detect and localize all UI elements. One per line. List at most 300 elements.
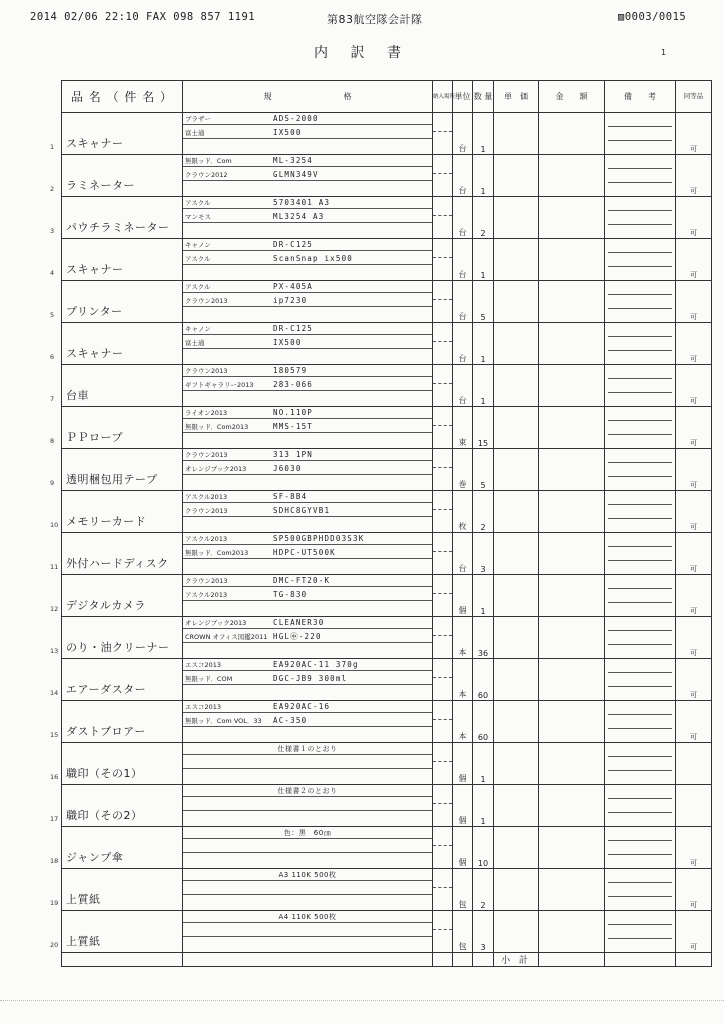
table-row [62,743,712,785]
item-approval: 可 [676,659,712,701]
item-price-cell [494,449,539,491]
header-delivery: 納入場所 [433,81,453,113]
header-qty: 数 量 [473,81,494,113]
item-amount-cell [539,449,605,491]
spec-maker: 富士通 [185,129,205,137]
item-number: 20 [50,941,59,949]
item-note-cell [605,911,676,953]
item-note-cell [605,155,676,197]
spec-model: HGL㊥-220 [273,632,322,641]
item-amount-cell [539,155,605,197]
item-name: プリンター [66,305,123,318]
item-spec-cell [183,617,433,659]
item-price-cell [494,827,539,869]
item-amount-cell [539,785,605,827]
item-amount-cell [539,575,605,617]
subtotal-label: 小 計 [494,953,539,967]
table-row [62,491,712,533]
item-price-cell [494,491,539,533]
item-name: 上質紙 [66,935,101,948]
item-spec-cell [183,785,433,827]
spec-line [183,198,432,209]
spec-maker: アスクル2013 [185,493,228,501]
spec-model: ML-3254 [273,156,314,165]
item-number: 10 [50,521,59,529]
spec-model: ip7230 [273,296,308,305]
item-name: 職印（その1） [66,767,143,780]
item-amount-cell [539,113,605,155]
spec-line [183,338,432,349]
spec-maker: ギフトギャラリー2013 [185,381,254,389]
scan-edge-dots [0,1000,724,1001]
item-delivery-cell [433,323,453,365]
item-name: 透明梱包用テープ [66,473,158,486]
spec-model: DMC-FT20-K [273,576,331,585]
item-amount-cell [539,701,605,743]
spec-line [183,240,432,251]
table-row [62,323,712,365]
item-qty: 36 [473,617,494,659]
item-name-cell [50,743,183,785]
spec-line [183,156,432,167]
item-name: スキャナー [66,263,124,276]
item-approval: 可 [676,575,712,617]
item-spec-cell [183,407,433,449]
item-name-cell [50,911,183,953]
item-name: エアーダスター [66,683,147,696]
item-delivery-cell [433,113,453,155]
item-qty: 15 [473,407,494,449]
spec-line [183,534,432,545]
spec-line [183,744,432,755]
spec-line [183,618,432,629]
spec-line [183,422,432,433]
spec-maker: 無限ッド．Com VOL．33 [185,717,262,725]
item-spec-cell [183,323,433,365]
itemized-statement-table [50,80,712,967]
item-price-cell [494,113,539,155]
item-qty: 60 [473,701,494,743]
document-title: 内 訳 書 [314,45,410,61]
spec-maker: アスクル [185,255,211,263]
item-name: 台車 [66,389,89,402]
item-unit: 包 [453,911,473,953]
item-amount-cell [539,743,605,785]
item-spec-cell [183,533,433,575]
item-price-cell [494,743,539,785]
item-spec-cell [183,869,433,911]
item-number: 4 [50,269,55,277]
item-delivery-cell [433,911,453,953]
item-price-cell [494,239,539,281]
item-amount-cell [539,365,605,407]
subtotal-note [605,953,676,967]
item-number: 18 [50,857,59,865]
item-delivery-cell [433,281,453,323]
table-row [62,659,712,701]
item-approval [676,785,712,827]
item-name-cell [50,827,183,869]
table-row [62,155,712,197]
item-price-cell [494,281,539,323]
spec-model: ScanSnap ix500 [273,254,354,263]
spec-maker: オレンジブック2013 [185,619,247,627]
item-amount-cell [539,659,605,701]
item-approval: 可 [676,911,712,953]
table-row [62,449,712,491]
spec-description: A3 110K 500枚 [278,871,337,879]
spec-model: 313 1PN [273,450,314,459]
item-qty: 3 [473,533,494,575]
item-name-cell [50,449,183,491]
spec-model: J6030 [273,464,302,473]
spec-line [183,590,432,601]
subtotal-amount [539,953,605,967]
item-delivery-cell [433,197,453,239]
spec-model: SF-8B4 [273,492,308,501]
item-name: 外付ハードディスク [66,557,169,570]
spec-line [183,758,432,769]
item-approval: 可 [676,155,712,197]
spec-model: DR-C125 [273,324,314,333]
item-qty: 1 [473,575,494,617]
table-row [62,869,712,911]
item-name-cell [50,155,183,197]
item-name-cell [50,575,183,617]
spec-maker: 無限ッド．COM [185,675,233,683]
item-number: 13 [50,647,59,655]
spec-line [183,800,432,811]
item-name: メモリーカード [66,515,147,528]
item-price-cell [494,323,539,365]
item-delivery-cell [433,701,453,743]
spec-line [183,576,432,587]
item-delivery-cell [433,239,453,281]
spec-line [183,548,432,559]
item-note-cell [605,785,676,827]
spec-model: NO.110P [273,408,314,417]
spec-line [183,492,432,503]
item-note-cell [605,407,676,449]
table-row [62,113,712,155]
spec-maker: ブラザー [185,115,211,123]
item-number: 5 [50,311,55,319]
spec-line [183,632,432,643]
spec-description: 仕様書２のとおり [277,787,338,795]
spec-maker: クラウン2013 [185,367,228,375]
spec-line [183,884,432,895]
item-unit: 枚 [453,491,473,533]
spec-line [183,380,432,391]
spec-maker: クラウン2013 [185,451,228,459]
fax-header-timestamp: 2014 02/06 22:10 FAX 098 857 1191 [30,11,256,23]
item-name-cell [50,785,183,827]
table-row [62,701,712,743]
item-qty: 2 [473,197,494,239]
item-unit: 台 [453,197,473,239]
item-qty: 5 [473,449,494,491]
spec-line [183,366,432,377]
item-unit: 台 [453,155,473,197]
item-price-cell [494,575,539,617]
item-delivery-cell [433,491,453,533]
spec-maker: 無限ッド．Com2013 [185,423,249,431]
subtotal-blank [62,953,183,967]
item-name: スキャナー [66,137,124,150]
item-spec-cell [183,197,433,239]
item-qty: 1 [473,239,494,281]
item-approval [676,743,712,785]
item-spec-cell [183,575,433,617]
spec-line [183,464,432,475]
item-spec-cell [183,827,433,869]
spec-description: 色：黒 60㎝ [283,829,332,837]
item-unit: 巻 [453,449,473,491]
item-qty: 3 [473,911,494,953]
spec-model: AC-350 [273,716,308,725]
item-price-cell [494,869,539,911]
item-note-cell [605,281,676,323]
item-name: のり・油クリーナー [66,641,170,654]
table-row [62,407,712,449]
table-row [62,911,712,953]
item-qty: 10 [473,827,494,869]
spec-maker: クラウン2013 [185,577,228,585]
spec-maker: マンモス [185,213,211,221]
item-name-cell [50,323,183,365]
item-name-cell [50,869,183,911]
header-name: 品 名 （ 件 名 ） [62,81,183,113]
spec-maker: 富士通 [185,339,205,347]
item-unit: 台 [453,365,473,407]
item-unit: 台 [453,239,473,281]
item-price-cell [494,617,539,659]
header-approval: 同等品 [676,81,712,113]
item-qty: 60 [473,659,494,701]
item-number: 14 [50,689,59,697]
subtotal-blank [453,953,473,967]
item-unit: 本 [453,659,473,701]
item-number: 6 [50,353,55,361]
spec-model: ML3254 A3 [273,212,325,221]
item-name: 職印（その2） [66,809,143,822]
header-spec: 規 格 [183,81,433,113]
item-unit: 個 [453,785,473,827]
item-amount-cell [539,323,605,365]
subtotal-row [62,953,712,967]
table-row [62,197,712,239]
subtotal-blank [433,953,453,967]
item-price-cell [494,659,539,701]
item-unit: 包 [453,869,473,911]
item-name-cell [50,659,183,701]
spec-model: DR-C125 [273,240,314,249]
item-number: 2 [50,185,55,193]
table-row [62,281,712,323]
item-note-cell [605,743,676,785]
spec-line [183,212,432,223]
item-name-cell [50,239,183,281]
item-name-cell [50,533,183,575]
spec-model: 5703401 A3 [273,198,331,207]
item-name: ＰＰロープ [66,431,123,444]
item-number: 9 [50,479,55,487]
spec-line [183,660,432,671]
subtotal-blank [183,953,433,967]
item-delivery-cell [433,785,453,827]
item-qty: 5 [473,281,494,323]
table-row [62,575,712,617]
item-note-cell [605,239,676,281]
spec-model: 180579 [273,366,308,375]
item-amount-cell [539,197,605,239]
item-note-cell [605,617,676,659]
item-amount-cell [539,617,605,659]
item-unit: 台 [453,533,473,575]
spec-line [183,786,432,797]
item-number: 15 [50,731,59,739]
table-row [62,617,712,659]
item-spec-cell [183,365,433,407]
item-name: ジャンプ傘 [66,851,124,864]
item-note-cell [605,659,676,701]
spec-model: DGC-JB9 300ml [273,674,348,683]
item-note-cell [605,869,676,911]
spec-model: PX-405A [273,282,314,291]
spec-maker: 無限ッド．Com2013 [185,549,249,557]
spec-maker: アスクル [185,199,211,207]
item-amount-cell [539,827,605,869]
item-spec-cell [183,239,433,281]
item-qty: 1 [473,785,494,827]
item-price-cell [494,911,539,953]
spec-line [183,254,432,265]
item-amount-cell [539,407,605,449]
item-price-cell [494,701,539,743]
item-spec-cell [183,491,433,533]
item-amount-cell [539,491,605,533]
item-qty: 2 [473,491,494,533]
table-row [62,533,712,575]
item-amount-cell [539,911,605,953]
spec-maker: エスコ2013 [185,703,222,711]
item-note-cell [605,449,676,491]
spec-maker: クラウン2013 [185,297,228,305]
item-delivery-cell [433,827,453,869]
spec-model: CLEANER30 [273,618,325,627]
item-unit: 個 [453,743,473,785]
spec-description: 仕様書１のとおり [277,745,338,753]
item-delivery-cell [433,659,453,701]
spec-maker: アスクル [185,283,211,291]
item-delivery-cell [433,155,453,197]
item-number: 16 [50,773,59,781]
spec-maker: CROWN オフィス図鑑2011 [185,633,268,641]
item-price-cell [494,785,539,827]
header-unit: 単位 [453,81,473,113]
item-name: ラミネーター [66,179,135,192]
item-approval: 可 [676,113,712,155]
spec-line [183,408,432,419]
spec-maker: クラウン2013 [185,507,228,515]
item-delivery-cell [433,743,453,785]
item-spec-cell [183,281,433,323]
item-unit: 個 [453,827,473,869]
item-note-cell [605,491,676,533]
item-number: 1 [50,143,55,151]
item-amount-cell [539,281,605,323]
item-qty: 1 [473,113,494,155]
spec-line [183,282,432,293]
item-delivery-cell [433,407,453,449]
header-note: 備 考 [605,81,676,113]
item-approval: 可 [676,827,712,869]
subtotal-approval [676,953,712,967]
item-price-cell [494,407,539,449]
header-amount: 金 額 [539,81,605,113]
item-name: 上質紙 [66,893,101,906]
item-price-cell [494,155,539,197]
item-number: 17 [50,815,59,823]
spec-description: A4 110K 500枚 [278,913,337,921]
spec-maker: 無限ッド．Com [185,157,232,165]
item-price-cell [494,365,539,407]
item-name-cell [50,701,183,743]
item-spec-cell [183,911,433,953]
spec-model: 283-066 [273,380,314,389]
spec-model: SDHC8GYVB1 [273,506,331,515]
item-unit: 束 [453,407,473,449]
item-approval: 可 [676,239,712,281]
spec-line [183,450,432,461]
item-approval: 可 [676,197,712,239]
spec-model: HDPC-UT500K [273,548,336,557]
page-number: 1 [661,48,667,57]
item-approval: 可 [676,617,712,659]
item-amount-cell [539,533,605,575]
spec-maker: エスコ2013 [185,661,222,669]
fax-header-sender: 第83航空隊会計隊 [327,13,423,26]
spec-line [183,128,432,139]
item-qty: 1 [473,743,494,785]
spec-model: GLMN349V [273,170,319,179]
item-name-cell [50,617,183,659]
item-delivery-cell [433,365,453,407]
item-unit: 本 [453,617,473,659]
item-name: パウチラミネーター [66,221,170,234]
spec-line [183,842,432,853]
item-name: スキャナー [66,347,124,360]
spec-maker: キャノン [185,325,211,333]
item-number: 7 [50,395,55,403]
item-delivery-cell [433,575,453,617]
spec-line [183,926,432,937]
item-qty: 1 [473,365,494,407]
item-delivery-cell [433,533,453,575]
spec-model: IX500 [273,128,302,137]
item-spec-cell [183,449,433,491]
item-spec-cell [183,743,433,785]
spec-model: IX500 [273,338,302,347]
item-delivery-cell [433,869,453,911]
item-name-cell [50,407,183,449]
item-note-cell [605,575,676,617]
item-name-cell [50,113,183,155]
item-note-cell [605,197,676,239]
item-number: 19 [50,899,59,907]
item-number: 12 [50,605,59,613]
spec-line [183,324,432,335]
